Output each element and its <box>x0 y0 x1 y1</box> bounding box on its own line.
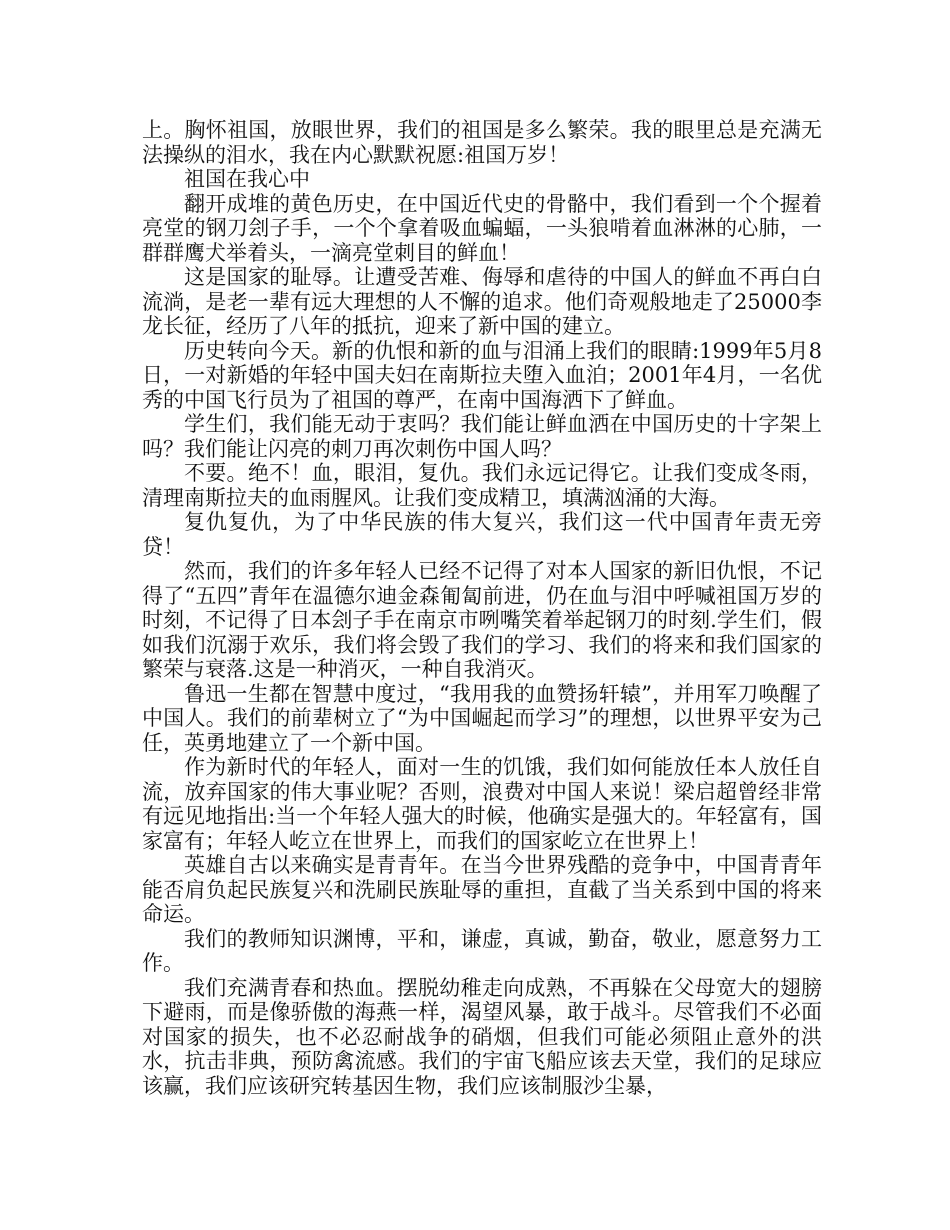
paragraph: 复仇复仇，为了中华民族的伟大复兴，我们这一代中国青年责无旁贷！ <box>142 510 822 559</box>
paragraph: 我们的教师知识渊博，平和，谦虚，真诚，勤奋，敬业，愿意努力工作。 <box>142 926 822 975</box>
paragraph: 翻开成堆的黄色历史，在中国近代史的骨骼中，我们看到一个个握着亮堂的钢刀刽子手，一个个拿着吸血蝙蝠，一头狼啃着血淋淋的心肺，一群群鹰犬举着头，一滴亮堂刺目的鲜血！ <box>142 191 822 265</box>
paragraph: 然而，我们的许多年轻人已经不记得了对本人国家的新旧仇恨，不记得了“五四”青年在温德尔迪金森匍匐前进，仍在血与泪中呼喊祖国万岁的时刻，不记得了日本刽子手在南京市咧嘴笑着举起钢刀的时刻.学生们，假如我们沉溺于欢乐，我们将会毁了我们的学习、我们的将来和我们国家的繁荣与衰落.这是一种消灭，一种自我消灭。 <box>142 559 822 681</box>
paragraph: 鲁迅一生都在智慧中度过，“我用我的血赞扬轩辕”，并用军刀唤醒了中国人。我们的前辈树立了“为中国崛起而学习”的理想，以世界平安为己任，英勇地建立了一个新中国。 <box>142 681 822 755</box>
paragraph: 英雄自古以来确实是青青年。在当今世界残酷的竞争中，中国青青年能否肩负起民族复兴和洗刷民族耻辱的重担，直截了当关系到中国的将来命运。 <box>142 853 822 926</box>
paragraph: 不要。绝不！血，眼泪，复仇。我们永远记得它。让我们变成冬雨，清理南斯拉夫的血雨腥风。让我们变成精卫，填满汹涌的大海。 <box>142 461 822 510</box>
paragraph: 上。胸怀祖国，放眼世界，我们的祖国是多么繁荣。我的眼里总是充满无法操纵的泪水，我在内心默默祝愿:祖国万岁！ <box>142 118 822 167</box>
paragraph: 历史转向今天。新的仇恨和新的血与泪涌上我们的眼睛:1999年5月8日，一对新婚的年轻中国夫妇在南斯拉夫堕入血泊；2001年4月，一名优秀的中国飞行员为了祖国的尊严，在南中国海洒下了鲜血。 <box>142 338 822 412</box>
paragraph: 作为新时代的年轻人，面对一生的饥饿，我们如何能放任本人放任自流，放弃国家的伟大事业呢？否则，浪费对中国人来说！梁启超曾经非常有远见地指出:当一个年轻人强大的时候，他确实是强大的。年轻富有，国家富有；年轻人屹立在世界上，而我们的国家屹立在世界上！ <box>142 755 822 853</box>
paragraph: 这是国家的耻辱。让遭受苦难、侮辱和虐待的中国人的鲜血不再白白流淌，是老一辈有远大理想的人不懈的追求。他们奇观般地走了25000李龙长征，经历了八年的抵抗，迎来了新中国的建立。 <box>142 265 822 338</box>
section-heading: 祖国在我心中 <box>184 167 310 191</box>
paragraph: 我们充满青春和热血。摆脱幼稚走向成熟，不再躲在父母宽大的翅膀下避雨，而是像骄傲的海燕一样，渴望风暴，敢于战斗。尽管我们不必面对国家的损失，也不必忍耐战争的硝烟，但我们可能必须阻止意外的洪水，抗击非典，预防禽流感。我们的宇宙飞船应该去天堂，我们的足球应该赢，我们应该研究转基因生物，我们应该制服沙尘暴， <box>142 975 822 1098</box>
document-body <box>142 118 822 1098</box>
paragraph: 学生们，我们能无动于衷吗？我们能让鲜血洒在中国历史的十字架上吗？我们能让闪亮的刺刀再次刺伤中国人吗？ <box>142 412 822 461</box>
